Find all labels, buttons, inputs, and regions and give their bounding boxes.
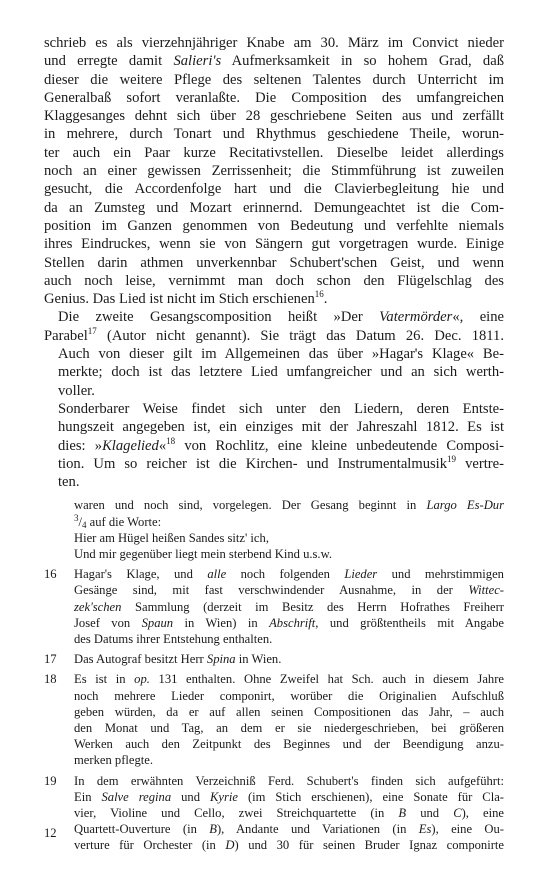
footnote-16	[44, 566, 504, 647]
footnote-ref-18[interactable]: 18	[166, 435, 176, 446]
footnote-number: 18	[44, 672, 57, 687]
main-text	[44, 34, 504, 491]
paragraph-2	[44, 308, 504, 399]
page-number: 12	[44, 826, 57, 840]
text-line: Generalbaß sofort veranlaßte. Die Composition des umfangreichen	[44, 89, 504, 106]
footnote-17	[44, 651, 504, 667]
text-line: ten.	[58, 474, 80, 491]
footnote-continuation	[44, 497, 504, 562]
text-line: und erregte damit Salieri's Aufmerksamkeit in so hohem Grad, daß	[44, 53, 504, 70]
text-line: tion. Um so reicher ist die Kirchen- und Instrumentalmusik$^{19}$ vertre-	[58, 453, 504, 472]
text-line: Stellen darin athmen unverkennbar Schubert'schen Geist, und wenn	[44, 254, 504, 271]
text-line: voller.	[58, 382, 95, 399]
text-line: waren und noch sind, vorgelegen. Der Gesang beginnt in Largo Es-Dur	[74, 498, 504, 513]
title-vatermoerder: Vatermörder	[379, 309, 453, 326]
verse-line: Und mir gegenüber liegt mein sterbend Kind u.s.w.	[74, 547, 332, 562]
text-line: da an Zumsteg und Mozart erinnernd. Demungeachtet ist die Com-	[44, 199, 504, 216]
time-signature: $^3/_4$	[74, 512, 87, 530]
text-line: hungszeit angegeben ist, ein einziges mit der Jahreszahl 1812. Es ist	[58, 419, 504, 436]
text-line: $^3/_4$ auf die Worte:	[74, 512, 162, 530]
footnote-number: 17	[44, 652, 57, 667]
text-line: ihres Eindruckes, wenn sie von Sängern gut vorgetragen wurde. Einige	[44, 236, 504, 253]
footnote-ref-17[interactable]: 17	[87, 325, 97, 336]
footnote-19	[44, 773, 504, 854]
text-line: Genius. Das Lied ist nicht im Stich erschienen$^{16}$.	[44, 289, 328, 308]
text-line: ter auch ein Paar kurze Recitativstellen. Dieselbe leidet allerdings	[44, 144, 504, 161]
text-line: in mehrere, durch Tonart und Rhythmus geschiedene Theile, worun-	[44, 126, 504, 143]
text-line: merkte; doch ist das letztere Lied umfangreicher und an sich werth-	[58, 364, 504, 381]
footnote-text: Das Autograf besitzt Herr Spina in Wien.	[74, 652, 282, 667]
title-klagelied: Klagelied	[102, 437, 159, 454]
footnote-text: Es ist in op. 131 enthalten. Ohne Zweifel hat Sch. auch in diesem Jahre noch mehrere Lieder componirt, worüber die Originalien Aufschluß geben würden, da er auf allen seinen Compositionen das Jahr, – auch den Monat und Tag, an dem er sie niedergeschrieben, bei größeren Werken auch den Zeitpunkt des Beginnes und der Beendigung anzu- merken pflegte.	[74, 672, 504, 768]
verse-line: Hier am Hügel heißen Sandes sitz' ich,	[74, 530, 269, 545]
text-line: gesucht, die Accordenfolge hart und die Clavierbegleitung hie und	[44, 181, 504, 198]
footnote-18	[44, 671, 504, 768]
page-content	[44, 34, 504, 858]
text-line: noch an einer gewissen Zerrissenheit; die Stimmführung ist zuweilen	[44, 163, 504, 180]
text-line: Sonderbarer Weise findet sich unter den Liedern, deren Entste-	[58, 400, 504, 417]
text-line: Klaggesanges dehnt sich über 28 geschriebene Seiten aus und zerfällt	[44, 108, 504, 125]
footnote-ref-16[interactable]: 16	[314, 289, 324, 300]
paragraph-1	[44, 34, 504, 308]
text-line: dieser die weitere Pflege des seltenen Talentes durch Unterricht im	[44, 71, 504, 88]
text-line: auch noch leise, vernimmt man doch schon den Flügelschlag des	[44, 272, 504, 289]
name-salieri: Salieri's	[173, 53, 222, 70]
text-line: position im Ganzen genommen von Bedeutung und verfehlte niemals	[44, 217, 504, 234]
footnote-ref-19[interactable]: 19	[447, 453, 457, 464]
footnotes	[44, 497, 504, 853]
text-line: dies: »Klagelied«$^{18}$ von Rochlitz, eine kleine unbedeutende Composi-	[58, 435, 504, 454]
paragraph-3	[44, 400, 504, 491]
text-line: Auch von dieser gilt im Allgemeinen das über »Hagar's Klage« Be-	[58, 346, 504, 363]
text-line: Die zweite Gesangscomposition heißt »Der Vatermörder«, eine	[58, 309, 504, 326]
text-line: Parabel$^{17}$ (Autor nicht genannt). Sie trägt das Datum 26. Dec. 1811.	[44, 325, 504, 344]
text-line: schrieb es als vierzehnjähriger Knabe am 30. März im Convict nieder	[44, 35, 504, 51]
key-largo-es-dur: Largo Es-Dur	[426, 498, 504, 513]
footnote-number: 16	[44, 567, 57, 582]
footnote-number: 19	[44, 773, 57, 788]
footnote-text: In dem erwähnten Verzeichniß Ferd. Schubert's finden sich aufgeführt: Ein Salve regina und Kyrie (im Stich erschienen), eine Sonate für Cla- vier, Violine und Cello, zwei Streichquartette (in B und C), eine Quartett-Ouverture (in B), Andante und Variationen (in Es), eine Ou- verture für Orchester (in D) und 30 für seinen Bruder Ignaz componirte	[74, 773, 505, 853]
footnote-text: Hagar's Klage, und alle noch folgenden Lieder und mehrstimmigen Gesänge sind, mit fast verschwindender Ausnahme, in der Wittec- zek'schen Sammlung (derzeit im Besitz des Herrn Hofrathes Freiherr Josef von Spaun in Wien) in Abschrift, und größtentheils mit Angabe des Datums ihrer Entstehung enthalten.	[74, 567, 505, 647]
